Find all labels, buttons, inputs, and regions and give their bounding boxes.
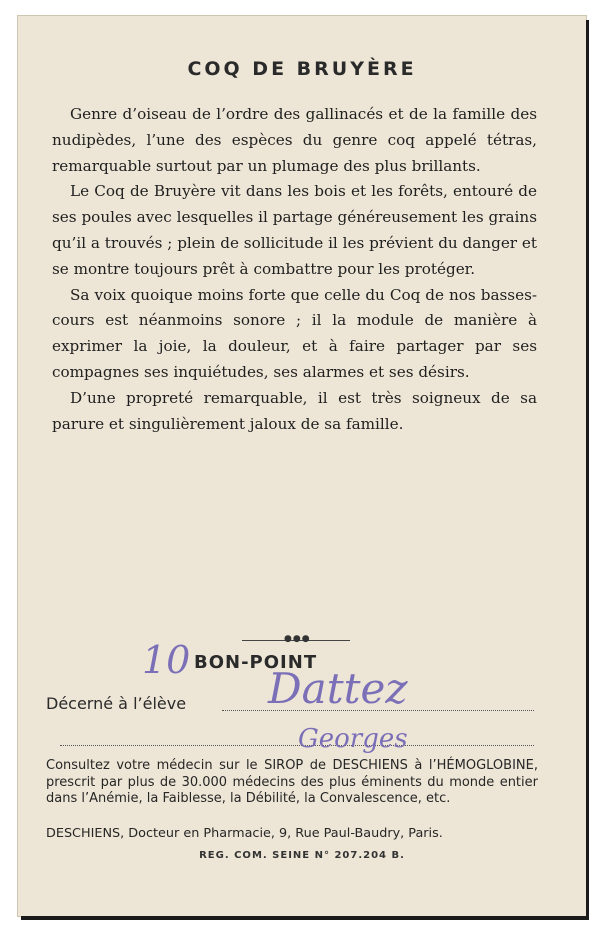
awarded-to-label: Décerné à l’élève <box>46 694 187 713</box>
advertisement-text <box>46 758 538 808</box>
card-title: COQ DE BRUYÈRE <box>187 58 417 80</box>
description-text <box>52 102 537 437</box>
handwritten-surname: Dattez <box>268 664 408 713</box>
paragraph-4: D’une propreté remarquable, il est très soigneux de sa parure et singulièrement jaloux de sa famille. <box>52 388 537 433</box>
bon-point-card <box>18 16 586 916</box>
advertisement-paragraph: Consultez votre médecin sur le SIROP de DESCHIENS à l’HÉMOGLOBINE, prescrit par plus de 30.000 médecins des plus éminents du monde entier dans l’Anémie, la Faiblesse, la Débilité, la Convalescence, etc. <box>46 758 538 806</box>
second-dotted-line <box>60 745 534 746</box>
faded-stamp <box>158 458 468 506</box>
paragraph-3: Sa voix quoique moins forte que celle du Coq de nos basses-cours est néanmoins sonore ; il la module de manière à exprimer la joie, la douleur, et à faire partager par ses compagnes ses inquiétudes, ses alarmes et ses désirs. <box>52 285 537 381</box>
paragraph-1: Genre d’oiseau de l’ordre des gallinacés et de la famille des nudipèdes, l’une des espèces du genre coq appelé tétras, remarquable surtout par un plumage des plus brillants. <box>52 105 537 175</box>
registration-number: REG. COM. SEINE N° 207.204 B. <box>199 850 405 861</box>
handwritten-mark: 10 <box>142 638 191 682</box>
ornament-dots: ●●● <box>284 634 311 644</box>
bon-point-heading: BON-POINT <box>194 652 318 673</box>
handwritten-first-name: Georges <box>298 724 408 754</box>
paragraph-2: Le Coq de Bruyère vit dans les bois et les forêts, entouré de ses poules avec lesquelles il partage généreusement les grains qu’il a trouvés ; plein de sollicitude il les prévient du danger et se montre toujours prêt à combattre pour les protéger. <box>52 182 537 278</box>
pharmacy-address: DESCHIENS, Docteur en Pharmacie, 9, Rue Paul-Baudry, Paris. <box>46 826 443 841</box>
